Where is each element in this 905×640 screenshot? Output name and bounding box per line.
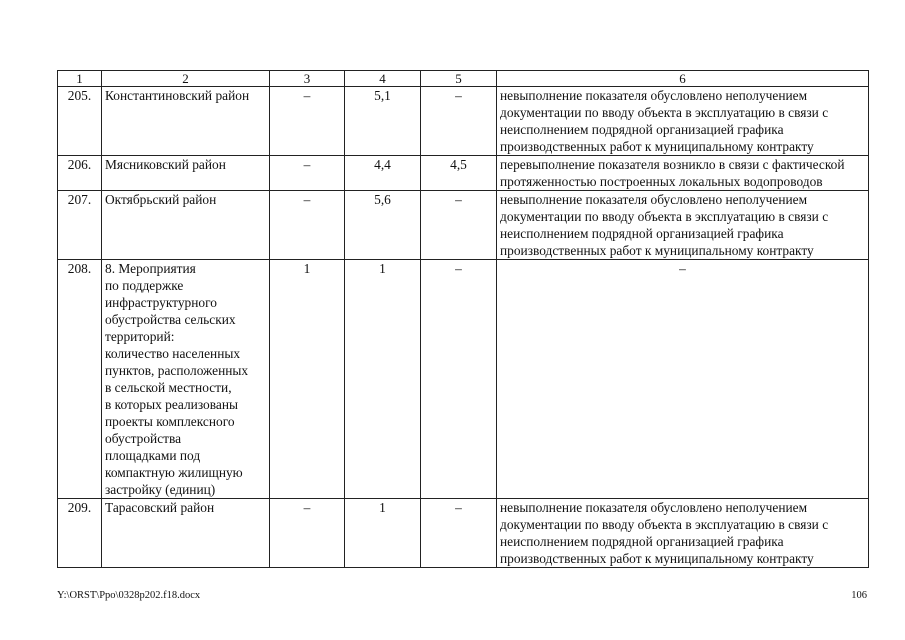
row-name: 8. Мероприятия по поддержке инфраструктурного обустройства сельских территорий: количество населенных пунктов, расположенных в сельской местности, в которых реализованы проекты комплексного обустройства площадками под компактную жилищную застройку (единиц) bbox=[102, 260, 270, 499]
footer-file-path: Y:\ORST\Ppo\0328p202.f18.docx bbox=[57, 590, 201, 601]
row-value-col5: – bbox=[421, 87, 497, 156]
table-header-row bbox=[58, 71, 869, 87]
column-header-1: 1 bbox=[58, 71, 102, 87]
row-number: 206. bbox=[58, 156, 102, 191]
row-number: 207. bbox=[58, 191, 102, 260]
row-value-col4: 4,4 bbox=[345, 156, 421, 191]
row-name: Тарасовский район bbox=[102, 499, 270, 568]
column-header-3: 3 bbox=[270, 71, 345, 87]
row-value-col3: – bbox=[270, 87, 345, 156]
row-value-col5: – bbox=[421, 191, 497, 260]
row-value-col4: 1 bbox=[345, 499, 421, 568]
column-header-4: 4 bbox=[345, 71, 421, 87]
table-row bbox=[58, 87, 869, 156]
row-name: Октябрьский район bbox=[102, 191, 270, 260]
row-value-col3: – bbox=[270, 191, 345, 260]
row-note: – bbox=[497, 260, 869, 499]
table-row bbox=[58, 499, 869, 568]
row-number: 209. bbox=[58, 499, 102, 568]
row-value-col3: 1 bbox=[270, 260, 345, 499]
row-value-col3: – bbox=[270, 499, 345, 568]
column-header-6: 6 bbox=[497, 71, 869, 87]
row-number: 205. bbox=[58, 87, 102, 156]
row-note: невыполнение показателя обусловлено неполучением документации по вводу объекта в эксплуатацию в связи с неисполнением подрядной организацией графика производственных работ к муниципальному контракту bbox=[497, 87, 869, 156]
row-value-col4: 1 bbox=[345, 260, 421, 499]
row-note: перевыполнение показателя возникло в связи с фактической протяженностью построенных локальных водопроводов bbox=[497, 156, 869, 191]
table-row bbox=[58, 260, 869, 499]
row-value-col3: – bbox=[270, 156, 345, 191]
row-name: Константиновский район bbox=[102, 87, 270, 156]
row-name: Мясниковский район bbox=[102, 156, 270, 191]
row-value-col4: 5,1 bbox=[345, 87, 421, 156]
column-header-5: 5 bbox=[421, 71, 497, 87]
table-row bbox=[58, 191, 869, 260]
page-number: 106 bbox=[851, 590, 867, 601]
row-note: невыполнение показателя обусловлено неполучением документации по вводу объекта в эксплуатацию в связи с неисполнением подрядной организацией графика производственных работ к муниципальному контракту bbox=[497, 191, 869, 260]
row-value-col4: 5,6 bbox=[345, 191, 421, 260]
row-number: 208. bbox=[58, 260, 102, 499]
document-table bbox=[57, 70, 869, 568]
table-row bbox=[58, 156, 869, 191]
row-value-col5: – bbox=[421, 260, 497, 499]
row-value-col5: – bbox=[421, 499, 497, 568]
column-header-2: 2 bbox=[102, 71, 270, 87]
row-value-col5: 4,5 bbox=[421, 156, 497, 191]
row-note: невыполнение показателя обусловлено неполучением документации по вводу объекта в эксплуатацию в связи с неисполнением подрядной организацией графика производственных работ к муниципальному контракту bbox=[497, 499, 869, 568]
